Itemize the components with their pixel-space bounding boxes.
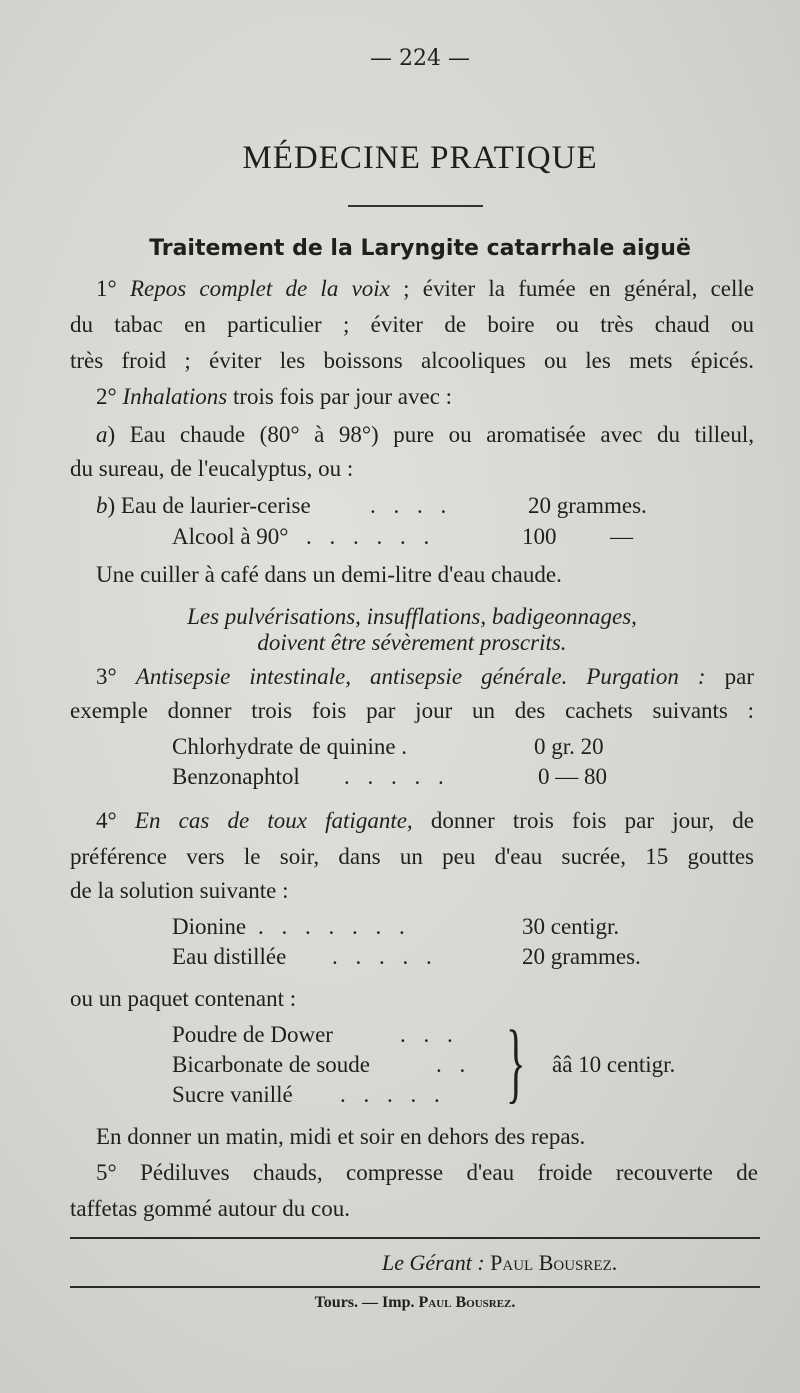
p2-a-label: a [96,422,108,447]
p3-line2: exemple donner trois fois par jour un des cachets suivants : [70,698,754,723]
title-rule [348,205,483,207]
p4-line2: préférence vers le soir, dans un peu d'eau sucrée, 15 gouttes [70,844,754,869]
p4-pdots2: . . [436,1052,472,1077]
p3-item1: Chlorhydrate de quinine . [172,734,408,759]
p1-text: ; éviter la fumée en général, celle [389,276,755,301]
p4-number: 4° [96,808,135,833]
p4-pitem3: Sucre vanillé [172,1082,293,1107]
printer-name: Paul Bousrez. [418,1294,516,1311]
p1-line3: très froid ; éviter les boissons alcooliques ou les mets épicés. [70,348,754,373]
right-brace-icon: } [506,1013,526,1112]
p4-pitem1: Poudre de Dower [172,1022,333,1047]
p2-a-line2: du sureau, de l'eucalyptus, ou : [70,456,354,481]
p3-text: par [705,664,755,689]
p2-warning-line1: Les pulvérisations, insufflations, badigeonnages, [187,604,637,629]
footer-rule-top [70,1237,760,1239]
section-title: MÉDECINE PRATIQUE [242,140,598,176]
p1-line2: du tabac en particulier ; éviter de boire ou très chaud ou [70,312,754,337]
p1-number: 1° [96,276,130,301]
p2-cuiller: Une cuiller à café dans un demi-litre d'eau chaude. [96,562,562,587]
p2-text: trois fois par jour avec : [227,384,453,409]
p3-qty1: 0 gr. 20 [534,734,604,759]
p2-a-text: ) Eau chaude (80° à 98°) pure ou aromatisée avec du tilleul, [107,422,754,447]
p2-b-text: ) Eau de laurier-cerise [107,493,311,518]
p3-number: 3° [96,664,136,689]
p4-italic: En cas de toux fatigante, [134,808,413,833]
printer-city: Tours. — Imp. [314,1294,415,1311]
p4-pitem2: Bicarbonate de soude [172,1052,370,1077]
p2-line1 [96,384,452,410]
p4-dots1: . . . . . . . [258,914,411,939]
printer-imprint [0,1294,800,1312]
p4-item2: Eau distillée [172,944,287,969]
p2-b-qty: 20 grammes. [528,493,647,518]
p4-line3: de la solution suivante : [70,878,289,903]
p2-b-dots: . . . . [370,493,453,518]
p4-qty1: 30 centigr. [522,914,620,939]
p1-italic: Repos complet de la voix [129,276,390,301]
p4-item1: Dionine [172,914,247,939]
p5-number: 5° [96,1160,141,1185]
p3-dots2: . . . . . [344,764,450,789]
p3-qty2: 0 — 80 [538,764,607,789]
p4-line1 [96,808,754,834]
p2-italic: Inhalations [122,384,228,409]
p2-alcool-item: Alcool à 90° [172,524,289,549]
p2-warning-line2: doivent être sévèrement proscrits. [257,630,567,655]
p2-a-line1 [96,422,754,448]
p2-alcool-dots: . . . . . . [306,524,436,549]
p2-b-label: b [96,493,108,518]
p2-alcool-qty: 100 [522,524,557,549]
p3-item2: Benzonaphtol [172,764,300,789]
gerant-signature [382,1250,617,1276]
p4-paquet: ou un paquet contenant : [70,986,297,1011]
p2-b-item [96,493,311,519]
p4-donner: En donner un matin, midi et soir en dehors des repas. [96,1124,586,1149]
p5-text: Pédiluves chauds, compresse d'eau froide recouverte de [140,1160,758,1185]
gerant-name: Paul Bousrez. [490,1250,618,1275]
p5-line1 [96,1160,758,1186]
p4-pdots3: . . . . . [340,1082,446,1107]
p2-number: 2° [96,384,123,409]
gerant-label: Le Gérant : [382,1250,485,1275]
page-number: — 224 — [370,46,470,71]
p3-line1 [96,664,754,690]
p4-pqty: ââ 10 centigr. [552,1052,676,1077]
p4-qty2: 20 grammes. [522,944,641,969]
p2-alcool-unit: — [610,524,633,549]
article-title: Traitement de la Laryngite catarrhale aiguë [149,236,691,261]
p4-pdots1: . . . [400,1022,459,1047]
p3-italic: Antisepsie intestinale, antisepsie générale. Purgation : [135,664,706,689]
p4-text: donner trois fois par jour, de [412,808,754,833]
p4-dots2: . . . . . [332,944,438,969]
p1-line1 [96,276,754,302]
footer-rule-bottom [70,1286,760,1288]
p5-line2: taffetas gommé autour du cou. [70,1196,350,1221]
